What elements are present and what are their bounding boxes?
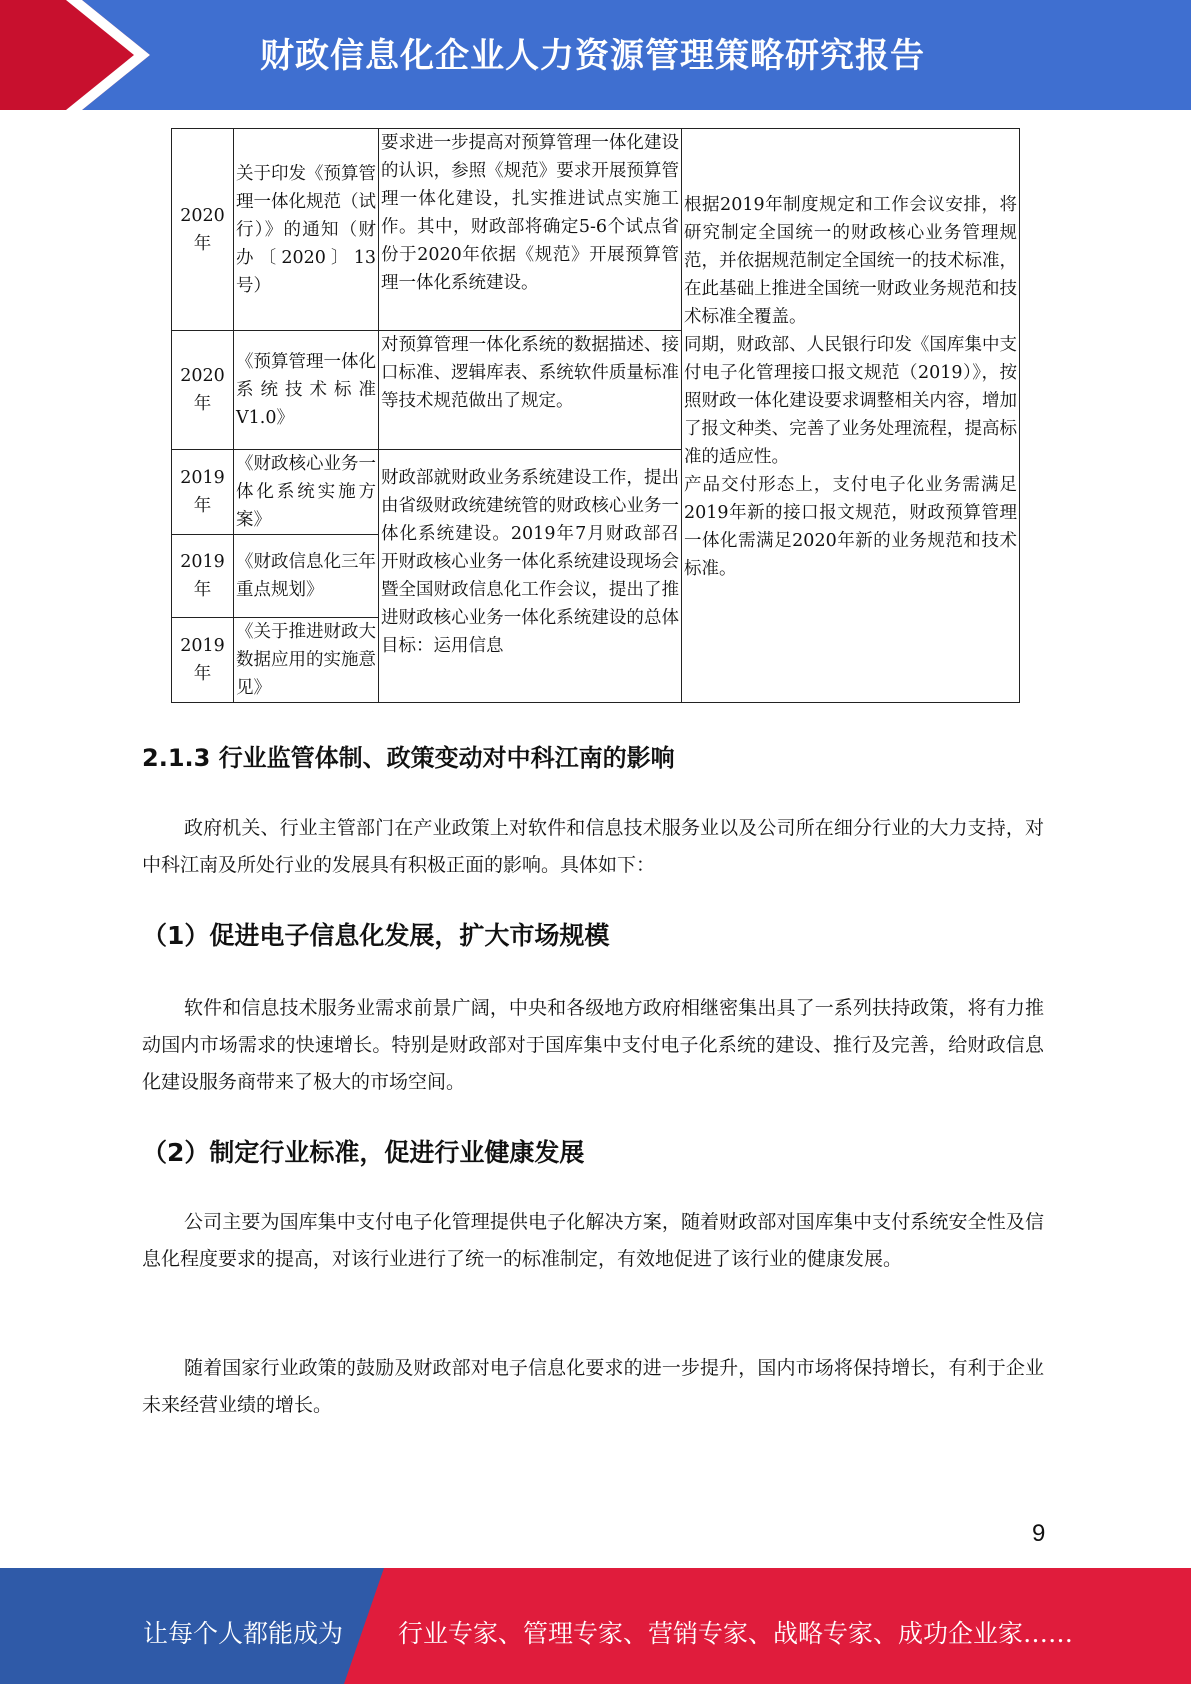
policy-name-cell: 《关于推进财政大数据应用的实施意见》 [234, 618, 379, 703]
subsection-2-paragraph-2: 随着国家行业政策的鼓励及财政部对电子信息化要求的进一步提升，国内市场将保持增长，有利于企业未来经营业绩的增长。 [142, 1357, 1044, 1416]
requirement-cell: 要求进一步提高对预算管理一体化建设的认识，参照《规范》要求开展预算管理一体化建设，扎实推进试点实施工作。其中，财政部将确定5-6个试点省份于2020年依据《规范》开展预算管理一体化系统建设。 [379, 129, 682, 331]
page-number: 9 [1032, 1520, 1046, 1547]
subsection-heading-2: （2）制定行业标准，促进行业健康发展 [142, 1138, 585, 1167]
year-cell: 2019年 [172, 618, 234, 703]
policy-name-cell: 《财政核心业务一体化系统实施方案》 [234, 450, 379, 535]
header-title: 财政信息化企业人力资源管理策略研究报告 [260, 36, 925, 76]
policy-name-cell: 关于印发《预算管理一体化规范（试行）》的通知（财办〔2020〕13号） [234, 129, 379, 331]
section-heading: 2.1.3 行业监管体制、政策变动对中科江南的影响 [142, 744, 675, 772]
page-header [0, 0, 1191, 110]
note-paragraph: 同期，财政部、人民银行印发《国库集中支付电子化管理接口报文规范（2019）》，按照财政一体化建设要求调整相关内容，增加了报文种类、完善了业务处理流程，提高标准的适应性。 [684, 335, 1017, 467]
header-red-arrow [0, 0, 160, 110]
footer-slogan-left: 让每个人都能成为 [143, 1619, 344, 1648]
year-cell: 2020年 [172, 129, 234, 331]
table-row [172, 129, 1020, 331]
year-cell: 2019年 [172, 535, 234, 618]
subsection-heading-1: （1）促进电子信息化发展，扩大市场规模 [142, 921, 610, 950]
policy-table [171, 128, 1020, 703]
requirement-cell: 对预算管理一体化系统的数据描述、接口标准、逻辑库表、系统软件质量标准等技术规范做出了规定。 [379, 331, 682, 450]
footer-slogan-right: 行业专家、管理专家、营销专家、战略专家、成功企业家…… [398, 1619, 1074, 1648]
policy-name-cell: 《预算管理一体化系统技术标准V1.0》 [234, 331, 379, 450]
subsection-2-paragraph-1: 公司主要为国库集中支付电子化管理提供电子化解决方案，随着财政部对国库集中支付系统安全性及信息化程度要求的提高，对该行业进行了统一的标准制定，有效地促进了该行业的健康发展。 [142, 1211, 1044, 1270]
page-footer [0, 1568, 1191, 1684]
note-paragraph: 产品交付形态上，支付电子化业务需满足2019年新的接口报文规范，财政预算管理一体化需满足2020年新的业务规范和技术标准。 [684, 475, 1017, 579]
requirement-cell: 财政部就财政业务系统建设工作，提出由省级财政统建统管的财政核心业务一体化系统建设。2019年7月财政部召开财政核心业务一体化系统建设现场会暨全国财政信息化工作会议，提出了推进财政核心业务一体化系统建设的总体目标：运用信息 [379, 450, 682, 703]
subsection-1-paragraph: 软件和信息技术服务业需求前景广阔，中央和各级地方政府相继密集出具了一系列扶持政策，将有力推动国内市场需求的快速增长。特别是财政部对于国库集中支付电子化系统的建设、推行及完善，给财政信息化建设服务商带来了极大的市场空间。 [142, 997, 1044, 1093]
year-cell: 2020年 [172, 331, 234, 450]
year-cell: 2019年 [172, 450, 234, 535]
note-cell [682, 129, 1020, 703]
intro-paragraph: 政府机关、行业主管部门在产业政策上对软件和信息技术服务业以及公司所在细分行业的大力支持，对中科江南及所处行业的发展具有积极正面的影响。具体如下： [142, 817, 1044, 876]
note-paragraph: 根据2019年制度规定和工作会议安排，将研究制定全国统一的财政核心业务管理规范，并依据规范制定全国统一的技术标准，在此基础上推进全国统一财政业务规范和技术标准全覆盖。 [684, 195, 1017, 327]
policy-name-cell: 《财政信息化三年重点规划》 [234, 535, 379, 618]
